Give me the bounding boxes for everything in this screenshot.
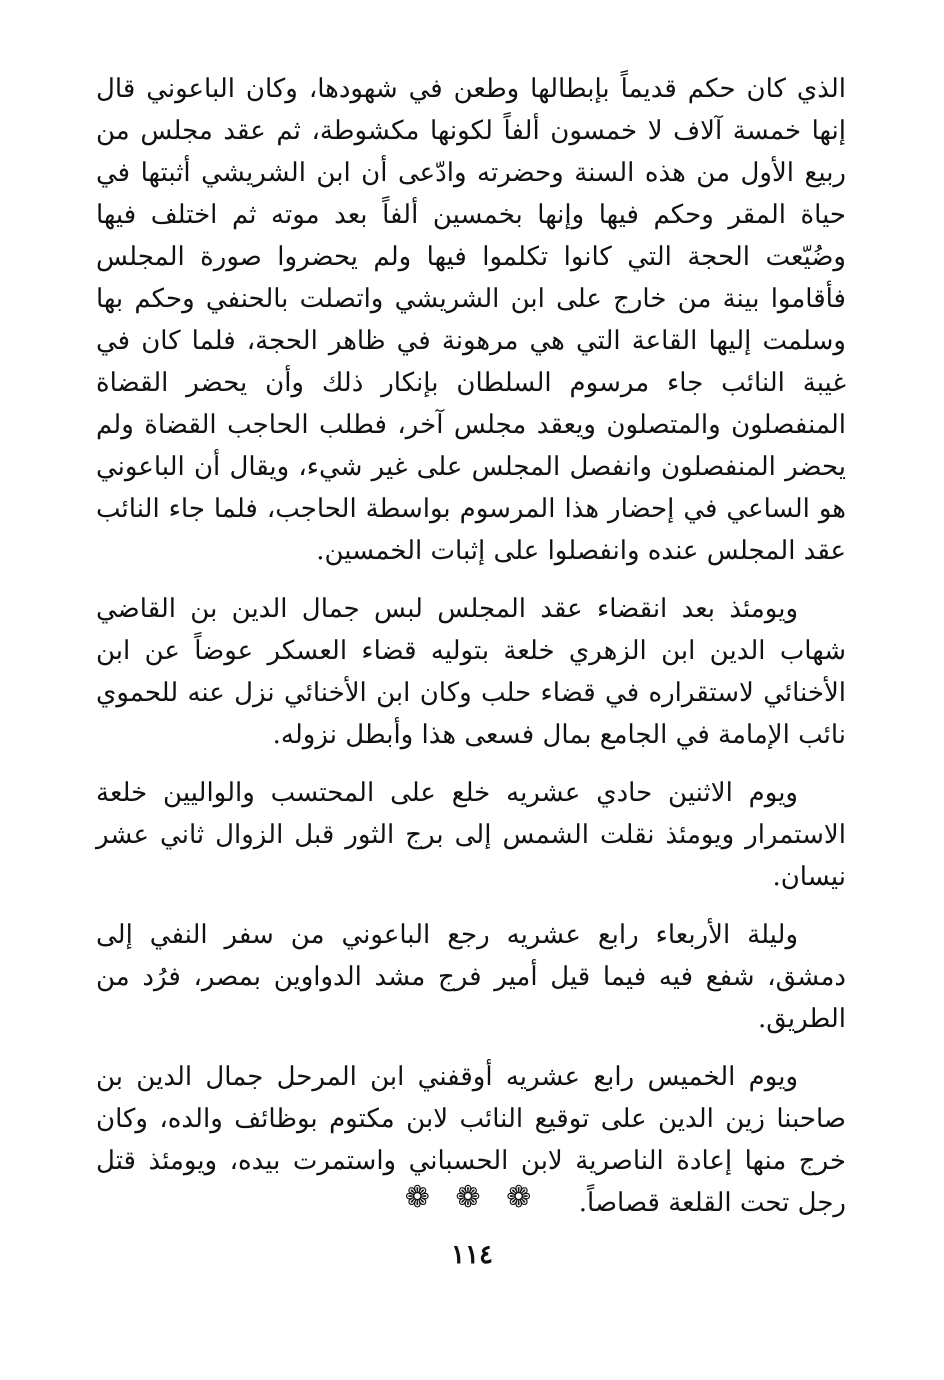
paragraph-5: ويوم الخميس رابع عشريه أوقفني ابن المرحل جمال الدين بن صاحبنا زين الدين على توقيع النائب لابن مكتوم بوظائف والده، وكان خرج منها إعادة الناصرية لابن الحسباني واستمرت بيده، ويومئذ قتل رجل تحت القلعة قصاصاً.: [96, 1062, 846, 1218]
section-ornament-icon: ❁ ❁ ❁: [404, 1180, 540, 1215]
page-number: ١١٤: [451, 1240, 493, 1270]
page-body: [96, 68, 846, 1224]
paragraph-gap: [96, 756, 846, 772]
paragraph-gap: [96, 1040, 846, 1056]
paragraph-4: وليلة الأربعاء رابع عشريه رجع الباعوني من سفر النفي إلى دمشق، شفع فيه فيما قيل أمير فرج مشد الدواوين بمصر، فرُد من الطريق.: [96, 920, 846, 1034]
paragraph-gap: [96, 898, 846, 914]
paragraph-3: ويوم الاثنين حادي عشريه خلع على المحتسب والواليين خلعة الاستمرار ويومئذ نقلت الشمس إلى برج الثور قبل الزوال ثاني عشر نيسان.: [96, 778, 846, 892]
paragraph-1: الذي كان حكم قديماً بإبطالها وطعن في شهودها، وكان الباعوني قال إنها خمسة آلاف لا خمسون ألفاً لكونها مكشوطة، ثم عقد مجلس من ربيع الأول من هذه السنة وحضرته وادّعى أن ابن الشريشي أثبتها في حياة المقر وحكم فيها وإنها بخمسين ألفاً بعد موته ثم اختلف فيها وضُيّعت الحجة التي كانوا تكلموا فيها ولم يحضروا صورة المجلس فأقاموا بينة من خارج على ابن الشريشي واتصلت بالحنفي وحكم بها وسلمت إليها القاعة التي هي مرهونة في ظاهر الحجة، فلما كان في غيبة النائب جاء مرسوم السلطان بإنكار ذلك وأن يحضر القضاة المنفصلون والمتصلون ويعقد مجلس آخر، فطلب الحاجب القضاة ولم يحضر المنفصلون وانفصل المجلس على غير شيء، ويقال أن الباعوني هو الساعي في إحضار هذا المرسوم بواسطة الحاجب، فلما جاء النائب عقد المجلس عنده وانفصلوا على إثبات الخمسين.: [96, 74, 847, 566]
paragraph-gap: [96, 572, 846, 588]
paragraph-2: ويومئذ بعد انقضاء عقد المجلس لبس جمال الدين بن القاضي شهاب الدين ابن الزهري خلعة بتوليه قضاء العسكر عوضاً عن ابن الأخنائي لاستقراره في قضاء حلب وكان ابن الأخنائي نزل عنه للحموي نائب الإمامة في الجامع بمال فسعى هذا وأبطل نزوله.: [96, 594, 846, 750]
